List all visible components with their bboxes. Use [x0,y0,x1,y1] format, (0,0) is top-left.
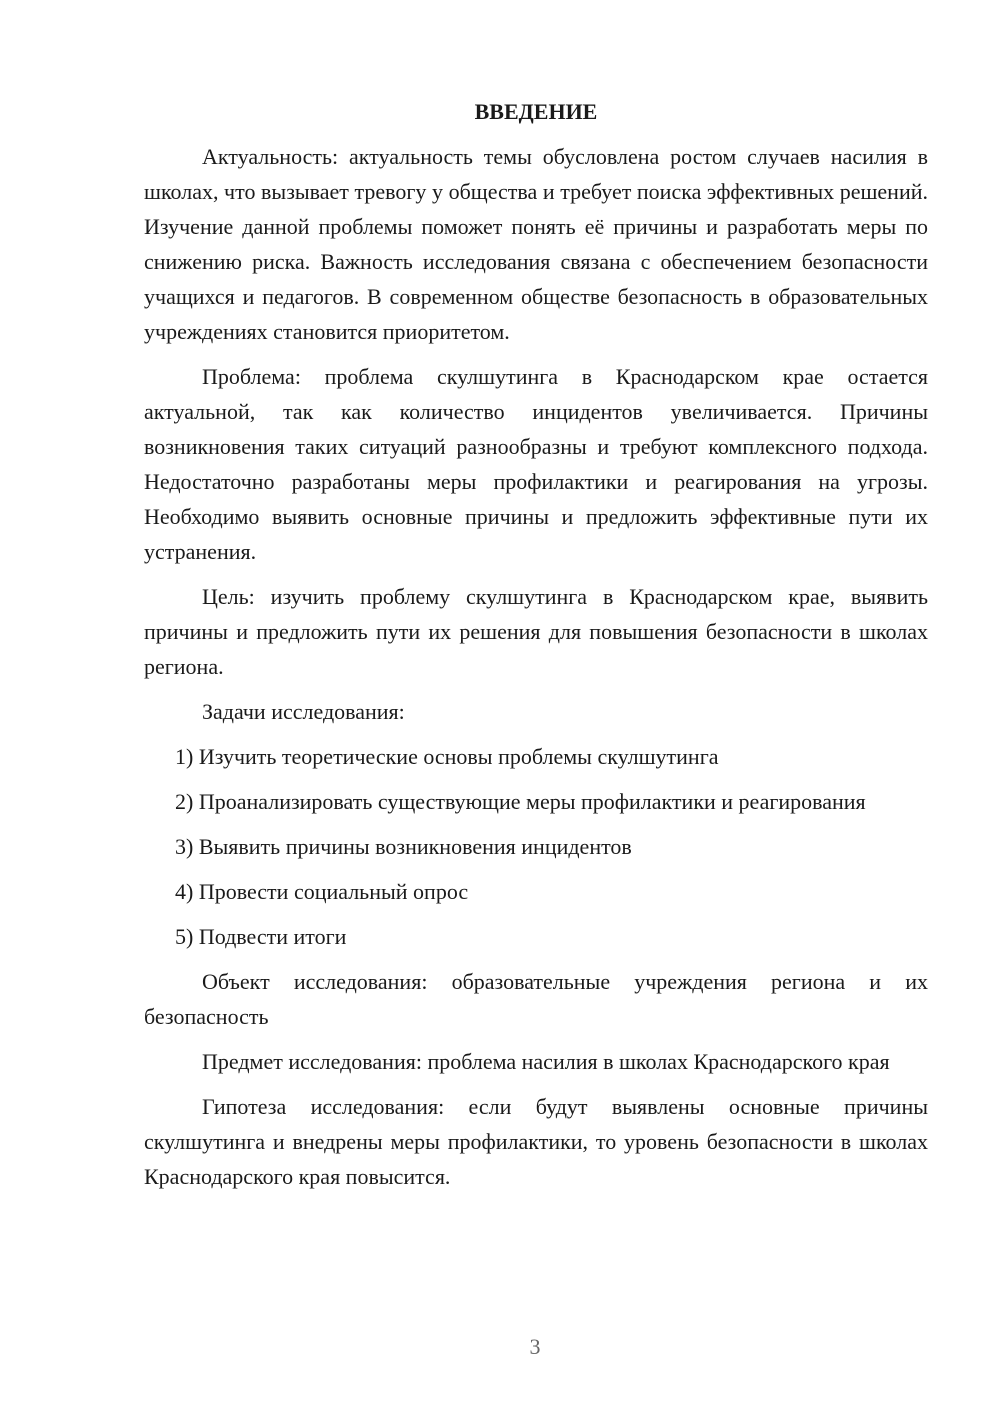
object-paragraph: Объект исследования: образовательные учреждения региона и их безопасность [144,969,928,1029]
task-item-2: 2) Проанализировать существующие меры профилактики и реагирования [175,789,866,814]
page-number: 3 [529,1334,541,1359]
hypothesis-paragraph: Гипотеза исследования: если будут выявлены основные причины скулшутинга и внедрены меры профилактики, то уровень безопасности в школах Краснодарского края повысится. [144,1094,928,1189]
problem-paragraph: Проблема: проблема скулшутинга в Краснодарском крае остается актуальной, так как количество инцидентов увеличивается. Причины возникновения таких ситуаций разнообразны и требуют комплексного подхода. Недостаточно разработаны меры профилактики и реагирования на угрозы. Необходимо выявить основные причины и предложить эффективные пути их устранения. [144,364,928,564]
task-item-5: 5) Подвести итоги [175,924,347,949]
task-item-4: 4) Провести социальный опрос [175,879,469,904]
tasks-heading: Задачи исследования: [202,699,405,724]
page-content [144,94,928,1204]
page-title: ВВЕДЕНИЕ [474,99,598,124]
relevance-paragraph: Актуальность: актуальность темы обусловлена ростом случаев насилия в школах, что вызывает тревогу у общества и требует поиска эффективных решений. Изучение данной проблемы поможет понять её причины и разработать меры по снижению риска. Важность исследования связана с обеспечением безопасности учащихся и педагогов. В современном обществе безопасность в образовательных учреждениях становится приоритетом. [144,144,928,344]
task-item-1: 1) Изучить теоретические основы проблемы скулшутинга [175,744,719,769]
subject-paragraph: Предмет исследования: проблема насилия в школах Краснодарского края [202,1049,890,1074]
task-item-3: 3) Выявить причины возникновения инцидентов [175,834,632,859]
goal-paragraph: Цель: изучить проблему скулшутинга в Краснодарском крае, выявить причины и предложить пути их решения для повышения безопасности в школах региона. [144,584,928,679]
